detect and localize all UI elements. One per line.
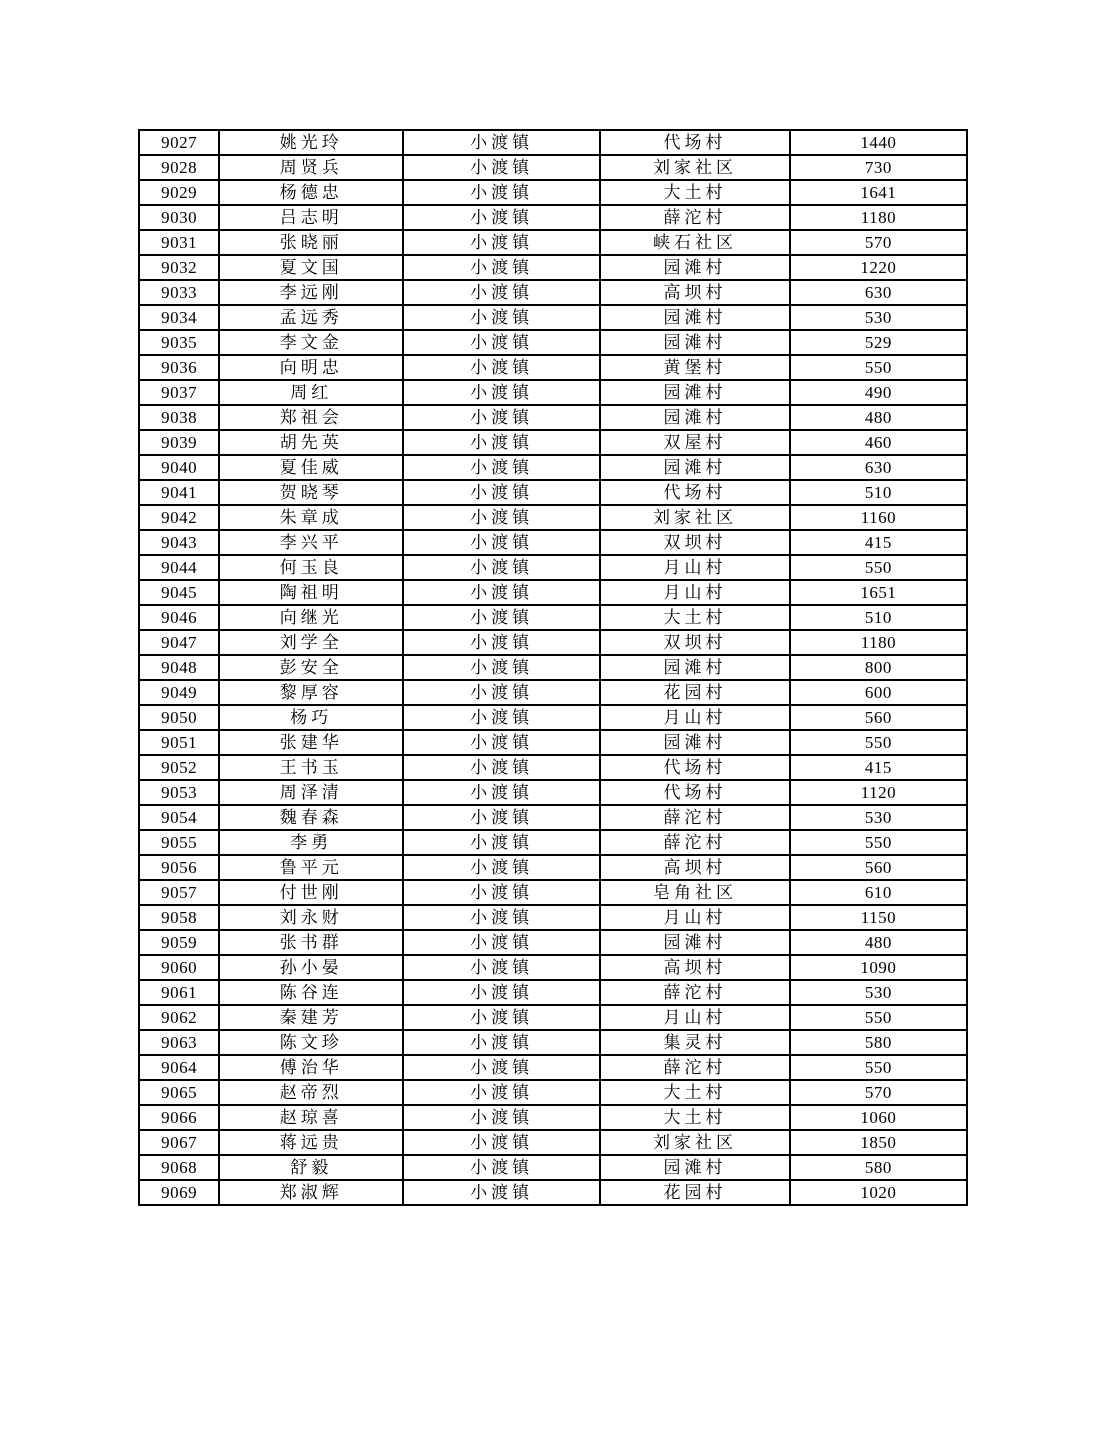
cell-name: 朱章成	[219, 505, 403, 530]
table-row	[139, 130, 967, 155]
cell-village: 双坝村	[600, 530, 790, 555]
cell-town: 小渡镇	[403, 880, 600, 905]
cell-name: 蒋远贵	[219, 1130, 403, 1155]
cell-id: 9047	[139, 630, 219, 655]
cell-amount: 480	[790, 930, 967, 955]
cell-village: 集灵村	[600, 1030, 790, 1055]
table-row	[139, 1180, 967, 1205]
cell-amount: 1120	[790, 780, 967, 805]
table-row	[139, 630, 967, 655]
cell-village: 刘家社区	[600, 505, 790, 530]
cell-name: 何玉良	[219, 555, 403, 580]
cell-town: 小渡镇	[403, 705, 600, 730]
cell-amount: 415	[790, 755, 967, 780]
cell-town: 小渡镇	[403, 755, 600, 780]
cell-town: 小渡镇	[403, 780, 600, 805]
cell-town: 小渡镇	[403, 1180, 600, 1205]
cell-amount: 1180	[790, 205, 967, 230]
cell-village: 花园村	[600, 1180, 790, 1205]
cell-village: 园滩村	[600, 455, 790, 480]
table-row	[139, 255, 967, 280]
cell-id: 9049	[139, 680, 219, 705]
cell-amount: 530	[790, 805, 967, 830]
cell-amount: 630	[790, 455, 967, 480]
cell-town: 小渡镇	[403, 455, 600, 480]
table-row	[139, 580, 967, 605]
cell-amount: 570	[790, 1080, 967, 1105]
cell-amount: 1090	[790, 955, 967, 980]
cell-id: 9056	[139, 855, 219, 880]
cell-id: 9037	[139, 380, 219, 405]
cell-town: 小渡镇	[403, 855, 600, 880]
cell-village: 大土村	[600, 605, 790, 630]
table-row	[139, 830, 967, 855]
cell-village: 园滩村	[600, 305, 790, 330]
cell-village: 月山村	[600, 705, 790, 730]
cell-id: 9059	[139, 930, 219, 955]
cell-town: 小渡镇	[403, 1105, 600, 1130]
cell-amount: 1641	[790, 180, 967, 205]
table-row	[139, 605, 967, 630]
cell-town: 小渡镇	[403, 280, 600, 305]
cell-village: 花园村	[600, 680, 790, 705]
cell-name: 陈谷连	[219, 980, 403, 1005]
cell-name: 胡先英	[219, 430, 403, 455]
cell-town: 小渡镇	[403, 230, 600, 255]
cell-village: 代场村	[600, 130, 790, 155]
cell-id: 9032	[139, 255, 219, 280]
cell-amount: 490	[790, 380, 967, 405]
cell-id: 9054	[139, 805, 219, 830]
cell-id: 9027	[139, 130, 219, 155]
cell-id: 9028	[139, 155, 219, 180]
cell-village: 薛沱村	[600, 1055, 790, 1080]
cell-name: 孙小晏	[219, 955, 403, 980]
cell-id: 9045	[139, 580, 219, 605]
table-row	[139, 505, 967, 530]
cell-village: 月山村	[600, 580, 790, 605]
cell-name: 郑祖会	[219, 405, 403, 430]
table-row	[139, 1080, 967, 1105]
table-row	[139, 1055, 967, 1080]
cell-village: 大土村	[600, 1105, 790, 1130]
cell-id: 9055	[139, 830, 219, 855]
cell-village: 代场村	[600, 755, 790, 780]
cell-town: 小渡镇	[403, 655, 600, 680]
cell-town: 小渡镇	[403, 1055, 600, 1080]
cell-name: 傅治华	[219, 1055, 403, 1080]
cell-village: 大土村	[600, 1080, 790, 1105]
cell-id: 9039	[139, 430, 219, 455]
records-table	[138, 129, 968, 1206]
cell-village: 高坝村	[600, 280, 790, 305]
cell-id: 9031	[139, 230, 219, 255]
cell-name: 张晓丽	[219, 230, 403, 255]
table-row	[139, 480, 967, 505]
cell-village: 峡石社区	[600, 230, 790, 255]
table-row	[139, 855, 967, 880]
table-row	[139, 755, 967, 780]
cell-village: 刘家社区	[600, 155, 790, 180]
cell-village: 代场村	[600, 480, 790, 505]
table-row	[139, 955, 967, 980]
cell-name: 刘永财	[219, 905, 403, 930]
cell-town: 小渡镇	[403, 405, 600, 430]
cell-name: 姚光玲	[219, 130, 403, 155]
cell-name: 贺晓琴	[219, 480, 403, 505]
cell-village: 刘家社区	[600, 1130, 790, 1155]
cell-id: 9046	[139, 605, 219, 630]
cell-name: 夏文国	[219, 255, 403, 280]
cell-name: 张书群	[219, 930, 403, 955]
cell-town: 小渡镇	[403, 380, 600, 405]
cell-id: 9038	[139, 405, 219, 430]
cell-id: 9051	[139, 730, 219, 755]
cell-id: 9067	[139, 1130, 219, 1155]
table-row	[139, 930, 967, 955]
cell-village: 薛沱村	[600, 805, 790, 830]
cell-village: 皂角社区	[600, 880, 790, 905]
cell-amount: 550	[790, 1055, 967, 1080]
cell-name: 张建华	[219, 730, 403, 755]
cell-name: 向明忠	[219, 355, 403, 380]
cell-name: 赵琼喜	[219, 1105, 403, 1130]
table-row	[139, 430, 967, 455]
table-row	[139, 880, 967, 905]
cell-id: 9053	[139, 780, 219, 805]
cell-amount: 550	[790, 830, 967, 855]
table-row	[139, 330, 967, 355]
cell-amount: 580	[790, 1155, 967, 1180]
cell-amount: 630	[790, 280, 967, 305]
cell-id: 9066	[139, 1105, 219, 1130]
cell-amount: 460	[790, 430, 967, 455]
cell-name: 陈文珍	[219, 1030, 403, 1055]
cell-amount: 800	[790, 655, 967, 680]
cell-name: 赵帝烈	[219, 1080, 403, 1105]
cell-name: 魏春森	[219, 805, 403, 830]
cell-town: 小渡镇	[403, 305, 600, 330]
cell-village: 月山村	[600, 555, 790, 580]
cell-town: 小渡镇	[403, 130, 600, 155]
cell-amount: 1160	[790, 505, 967, 530]
cell-village: 高坝村	[600, 855, 790, 880]
cell-id: 9040	[139, 455, 219, 480]
cell-village: 双坝村	[600, 630, 790, 655]
cell-amount: 510	[790, 605, 967, 630]
cell-id: 9035	[139, 330, 219, 355]
cell-id: 9052	[139, 755, 219, 780]
cell-id: 9050	[139, 705, 219, 730]
cell-amount: 550	[790, 355, 967, 380]
cell-village: 高坝村	[600, 955, 790, 980]
cell-amount: 1440	[790, 130, 967, 155]
cell-village: 薛沱村	[600, 980, 790, 1005]
table-row	[139, 780, 967, 805]
cell-village: 园滩村	[600, 730, 790, 755]
cell-town: 小渡镇	[403, 1130, 600, 1155]
cell-name: 彭安全	[219, 655, 403, 680]
cell-village: 月山村	[600, 1005, 790, 1030]
cell-village: 黄堡村	[600, 355, 790, 380]
cell-id: 9029	[139, 180, 219, 205]
cell-id: 9048	[139, 655, 219, 680]
cell-id: 9044	[139, 555, 219, 580]
cell-town: 小渡镇	[403, 1005, 600, 1030]
cell-village: 园滩村	[600, 405, 790, 430]
cell-town: 小渡镇	[403, 1030, 600, 1055]
cell-amount: 570	[790, 230, 967, 255]
cell-name: 吕志明	[219, 205, 403, 230]
cell-amount: 1850	[790, 1130, 967, 1155]
cell-village: 园滩村	[600, 655, 790, 680]
cell-name: 李兴平	[219, 530, 403, 555]
cell-amount: 550	[790, 1005, 967, 1030]
cell-village: 代场村	[600, 780, 790, 805]
cell-amount: 510	[790, 480, 967, 505]
cell-id: 9069	[139, 1180, 219, 1205]
table-row	[139, 405, 967, 430]
cell-town: 小渡镇	[403, 1155, 600, 1180]
cell-town: 小渡镇	[403, 355, 600, 380]
cell-village: 园滩村	[600, 380, 790, 405]
cell-town: 小渡镇	[403, 930, 600, 955]
cell-town: 小渡镇	[403, 480, 600, 505]
table-row	[139, 455, 967, 480]
cell-town: 小渡镇	[403, 155, 600, 180]
cell-town: 小渡镇	[403, 805, 600, 830]
cell-town: 小渡镇	[403, 630, 600, 655]
table-row	[139, 705, 967, 730]
cell-town: 小渡镇	[403, 1080, 600, 1105]
cell-amount: 1180	[790, 630, 967, 655]
cell-amount: 580	[790, 1030, 967, 1055]
cell-name: 周红	[219, 380, 403, 405]
table-row	[139, 1105, 967, 1130]
cell-id: 9041	[139, 480, 219, 505]
cell-id: 9030	[139, 205, 219, 230]
table-row	[139, 355, 967, 380]
cell-name: 杨巧	[219, 705, 403, 730]
table-row	[139, 1155, 967, 1180]
cell-name: 李文金	[219, 330, 403, 355]
cell-town: 小渡镇	[403, 505, 600, 530]
table-row	[139, 205, 967, 230]
cell-amount: 560	[790, 855, 967, 880]
cell-town: 小渡镇	[403, 530, 600, 555]
table-row	[139, 530, 967, 555]
table-row	[139, 805, 967, 830]
cell-village: 园滩村	[600, 330, 790, 355]
cell-name: 孟远秀	[219, 305, 403, 330]
cell-town: 小渡镇	[403, 730, 600, 755]
cell-amount: 1651	[790, 580, 967, 605]
cell-name: 舒毅	[219, 1155, 403, 1180]
cell-amount: 550	[790, 555, 967, 580]
cell-id: 9058	[139, 905, 219, 930]
cell-amount: 550	[790, 730, 967, 755]
cell-id: 9062	[139, 1005, 219, 1030]
cell-town: 小渡镇	[403, 180, 600, 205]
cell-id: 9034	[139, 305, 219, 330]
cell-town: 小渡镇	[403, 980, 600, 1005]
cell-id: 9057	[139, 880, 219, 905]
cell-amount: 415	[790, 530, 967, 555]
cell-amount: 1150	[790, 905, 967, 930]
cell-name: 秦建芳	[219, 1005, 403, 1030]
cell-amount: 1020	[790, 1180, 967, 1205]
cell-village: 薛沱村	[600, 830, 790, 855]
table-row	[139, 230, 967, 255]
cell-id: 9061	[139, 980, 219, 1005]
table-row	[139, 1005, 967, 1030]
cell-town: 小渡镇	[403, 605, 600, 630]
records-table-body	[139, 130, 967, 1205]
table-row	[139, 305, 967, 330]
cell-id: 9064	[139, 1055, 219, 1080]
table-row	[139, 1130, 967, 1155]
cell-amount: 1060	[790, 1105, 967, 1130]
cell-village: 园滩村	[600, 930, 790, 955]
cell-id: 9033	[139, 280, 219, 305]
cell-village: 园滩村	[600, 255, 790, 280]
cell-amount: 600	[790, 680, 967, 705]
cell-name: 鲁平元	[219, 855, 403, 880]
cell-town: 小渡镇	[403, 955, 600, 980]
table-row	[139, 730, 967, 755]
cell-name: 周泽清	[219, 780, 403, 805]
cell-town: 小渡镇	[403, 580, 600, 605]
cell-id: 9060	[139, 955, 219, 980]
cell-village: 薛沱村	[600, 205, 790, 230]
table-row	[139, 280, 967, 305]
cell-id: 9036	[139, 355, 219, 380]
cell-name: 刘学全	[219, 630, 403, 655]
cell-name: 夏佳威	[219, 455, 403, 480]
table-row	[139, 905, 967, 930]
table-row	[139, 1030, 967, 1055]
cell-town: 小渡镇	[403, 680, 600, 705]
cell-name: 李远刚	[219, 280, 403, 305]
table-row	[139, 180, 967, 205]
cell-village: 大土村	[600, 180, 790, 205]
table-row	[139, 555, 967, 580]
cell-id: 9065	[139, 1080, 219, 1105]
cell-town: 小渡镇	[403, 830, 600, 855]
cell-amount: 730	[790, 155, 967, 180]
cell-id: 9042	[139, 505, 219, 530]
table-row	[139, 655, 967, 680]
cell-name: 向继光	[219, 605, 403, 630]
cell-id: 9043	[139, 530, 219, 555]
cell-name: 王书玉	[219, 755, 403, 780]
cell-amount: 530	[790, 980, 967, 1005]
cell-id: 9068	[139, 1155, 219, 1180]
cell-name: 付世刚	[219, 880, 403, 905]
cell-village: 双屋村	[600, 430, 790, 455]
table-row	[139, 380, 967, 405]
cell-village: 园滩村	[600, 1155, 790, 1180]
cell-name: 黎厚容	[219, 680, 403, 705]
cell-name: 陶祖明	[219, 580, 403, 605]
cell-amount: 529	[790, 330, 967, 355]
cell-amount: 610	[790, 880, 967, 905]
cell-town: 小渡镇	[403, 205, 600, 230]
cell-amount: 1220	[790, 255, 967, 280]
cell-town: 小渡镇	[403, 430, 600, 455]
cell-amount: 530	[790, 305, 967, 330]
cell-village: 月山村	[600, 905, 790, 930]
cell-town: 小渡镇	[403, 905, 600, 930]
cell-town: 小渡镇	[403, 330, 600, 355]
table-row	[139, 680, 967, 705]
cell-name: 杨德忠	[219, 180, 403, 205]
cell-name: 李勇	[219, 830, 403, 855]
cell-name: 郑淑辉	[219, 1180, 403, 1205]
cell-amount: 560	[790, 705, 967, 730]
cell-name: 周贤兵	[219, 155, 403, 180]
table-row	[139, 980, 967, 1005]
cell-amount: 480	[790, 405, 967, 430]
cell-town: 小渡镇	[403, 255, 600, 280]
cell-id: 9063	[139, 1030, 219, 1055]
table-row	[139, 155, 967, 180]
cell-town: 小渡镇	[403, 555, 600, 580]
